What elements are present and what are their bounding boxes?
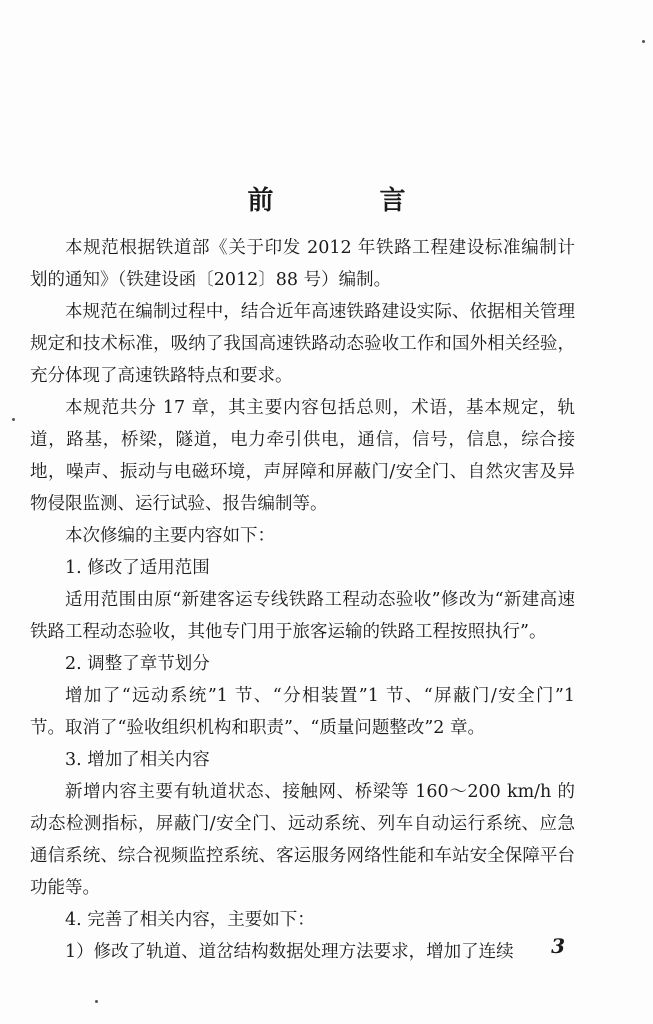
scan-speck (95, 1000, 98, 1003)
section-heading: 2. 调整了章节划分 (65, 654, 210, 674)
paragraph: 本次修编的主要内容如下： (65, 526, 275, 546)
section-heading: 3. 增加了相关内容 (65, 750, 210, 770)
paragraph: 适用范围由原“新建客运专线铁路工程动态验收”修改为“新建高速铁路工程动态验收，其他专门用于旅客运输的铁路工程按照执行”。 (30, 590, 575, 642)
page-title: 前 言 (247, 186, 446, 216)
paragraph: 本规范在编制过程中，结合近年高速铁路建设实际、依据相关管理规定和技术标准，吸纳了我国高速铁路动态验收工作和国外相关经验，充分体现了高速铁路特点和要求。 (30, 302, 575, 386)
list-item: 1）修改了轨道、道岔结构数据处理方法要求，增加了连续 (65, 942, 514, 962)
paragraph: 增加了“远动系统”1 节、“分相装置”1 节、“屏蔽门/安全门”1 节。取消了“验收组织机构和职责”、“质量问题整改”2 章。 (30, 686, 575, 738)
scan-speck (12, 418, 15, 421)
paragraph: 本规范根据铁道部《关于印发 2012 年铁路工程建设标准编制计划的通知》（铁建设函〔2012〕88 号）编制。 (30, 238, 575, 290)
section-heading: 4. 完善了相关内容，主要如下： (65, 910, 315, 930)
paragraph: 本规范共分 17 章，其主要内容包括总则，术语，基本规定，轨道，路基，桥梁，隧道，电力牵引供电，通信，信号，信息，综合接地，噪声、振动与电磁环境，声屏障和屏蔽门/安全门、自然灾害及异物侵限监测、运行试验、报告编制等。 (30, 398, 575, 514)
scan-speck (642, 40, 645, 43)
document-body (30, 232, 575, 968)
page-number: 3 (551, 934, 565, 958)
paragraph: 新增内容主要有轨道状态、接触网、桥梁等 160～200 km/h 的动态检测指标，屏蔽门/安全门、远动系统、列车自动运行系统、应急通信系统、综合视频监控系统、客运服务网络性能和车站安全保障平台功能等。 (30, 782, 575, 898)
section-heading: 1. 修改了适用范围 (65, 558, 210, 578)
